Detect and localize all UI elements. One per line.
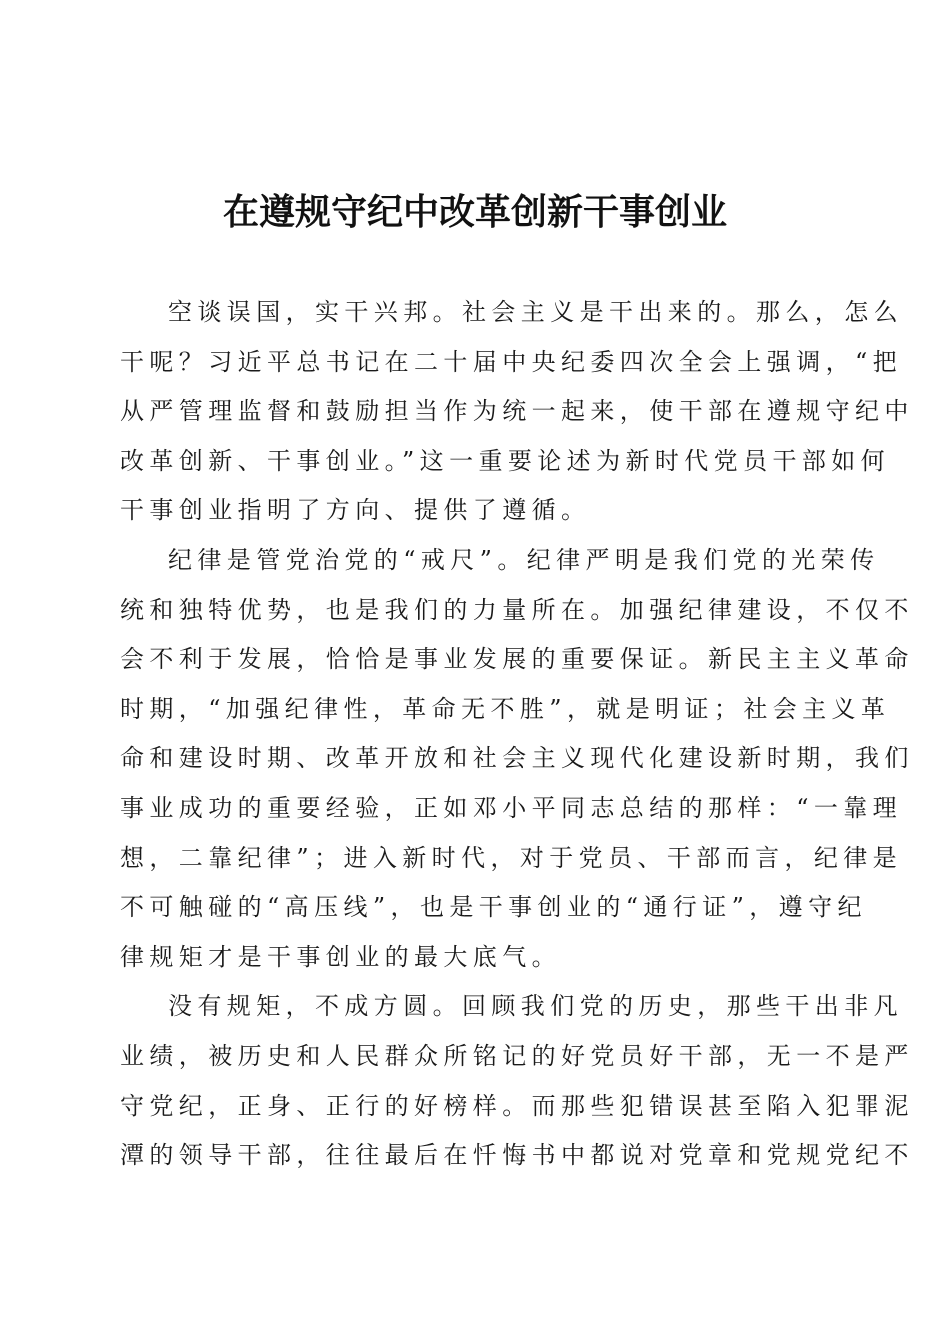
text-line: 想，二靠纪律”；进入新时代，对于党员、干部而言，纪律是	[120, 843, 903, 872]
text-line: 业绩，被历史和人民群众所铭记的好党员好干部，无一不是严	[120, 1041, 914, 1070]
text-line: 统和独特优势，也是我们的力量所在。加强纪律建设，不仅不	[120, 595, 914, 624]
text-line: 改革创新、干事创业。”这一重要论述为新时代党员干部如何	[120, 446, 891, 475]
text-line: 守党纪，正身、正行的好榜样。而那些犯错误甚至陷入犯罪泥	[120, 1091, 914, 1120]
text-line: 纪律是管党治党的“戒尺”。纪律严明是我们党的光荣传	[168, 545, 880, 574]
text-line: 从严管理监督和鼓励担当作为统一起来，使干部在遵规守纪中	[120, 397, 914, 426]
text-line: 会不利于发展，恰恰是事业发展的重要保证。新民主主义革命	[120, 645, 914, 674]
paragraph-1	[120, 288, 914, 536]
document-body	[120, 288, 914, 1181]
text-line: 干事创业指明了方向、提供了遵循。	[120, 496, 591, 525]
text-line: 干呢？习近平总书记在二十届中央纪委四次全会上强调，“把	[120, 347, 903, 376]
text-line: 律规矩才是干事创业的最大底气。	[120, 942, 561, 971]
text-line: 空谈误国，实干兴邦。社会主义是干出来的。那么，怎么	[168, 298, 903, 326]
text-line: 潭的领导干部，往往最后在忏悔书中都说对党章和党规党纪不	[120, 1141, 914, 1170]
text-line: 命和建设时期、改革开放和社会主义现代化建设新时期，我们	[120, 744, 914, 773]
document-title: 在遵规守纪中改革创新干事创业	[222, 191, 727, 233]
paragraph-2	[120, 536, 914, 982]
paragraph-3	[120, 982, 914, 1180]
text-line: 事业成功的重要经验，正如邓小平同志总结的那样：“一靠理	[120, 793, 903, 822]
text-line: 不可触碰的“高压线”，也是干事创业的“通行证”，遵守纪	[120, 893, 867, 922]
text-line: 没有规矩，不成方圆。回顾我们党的历史，那些干出非凡	[168, 992, 903, 1021]
text-line: 时期，“加强纪律性，革命无不胜”，就是明证；社会主义革	[120, 694, 891, 723]
